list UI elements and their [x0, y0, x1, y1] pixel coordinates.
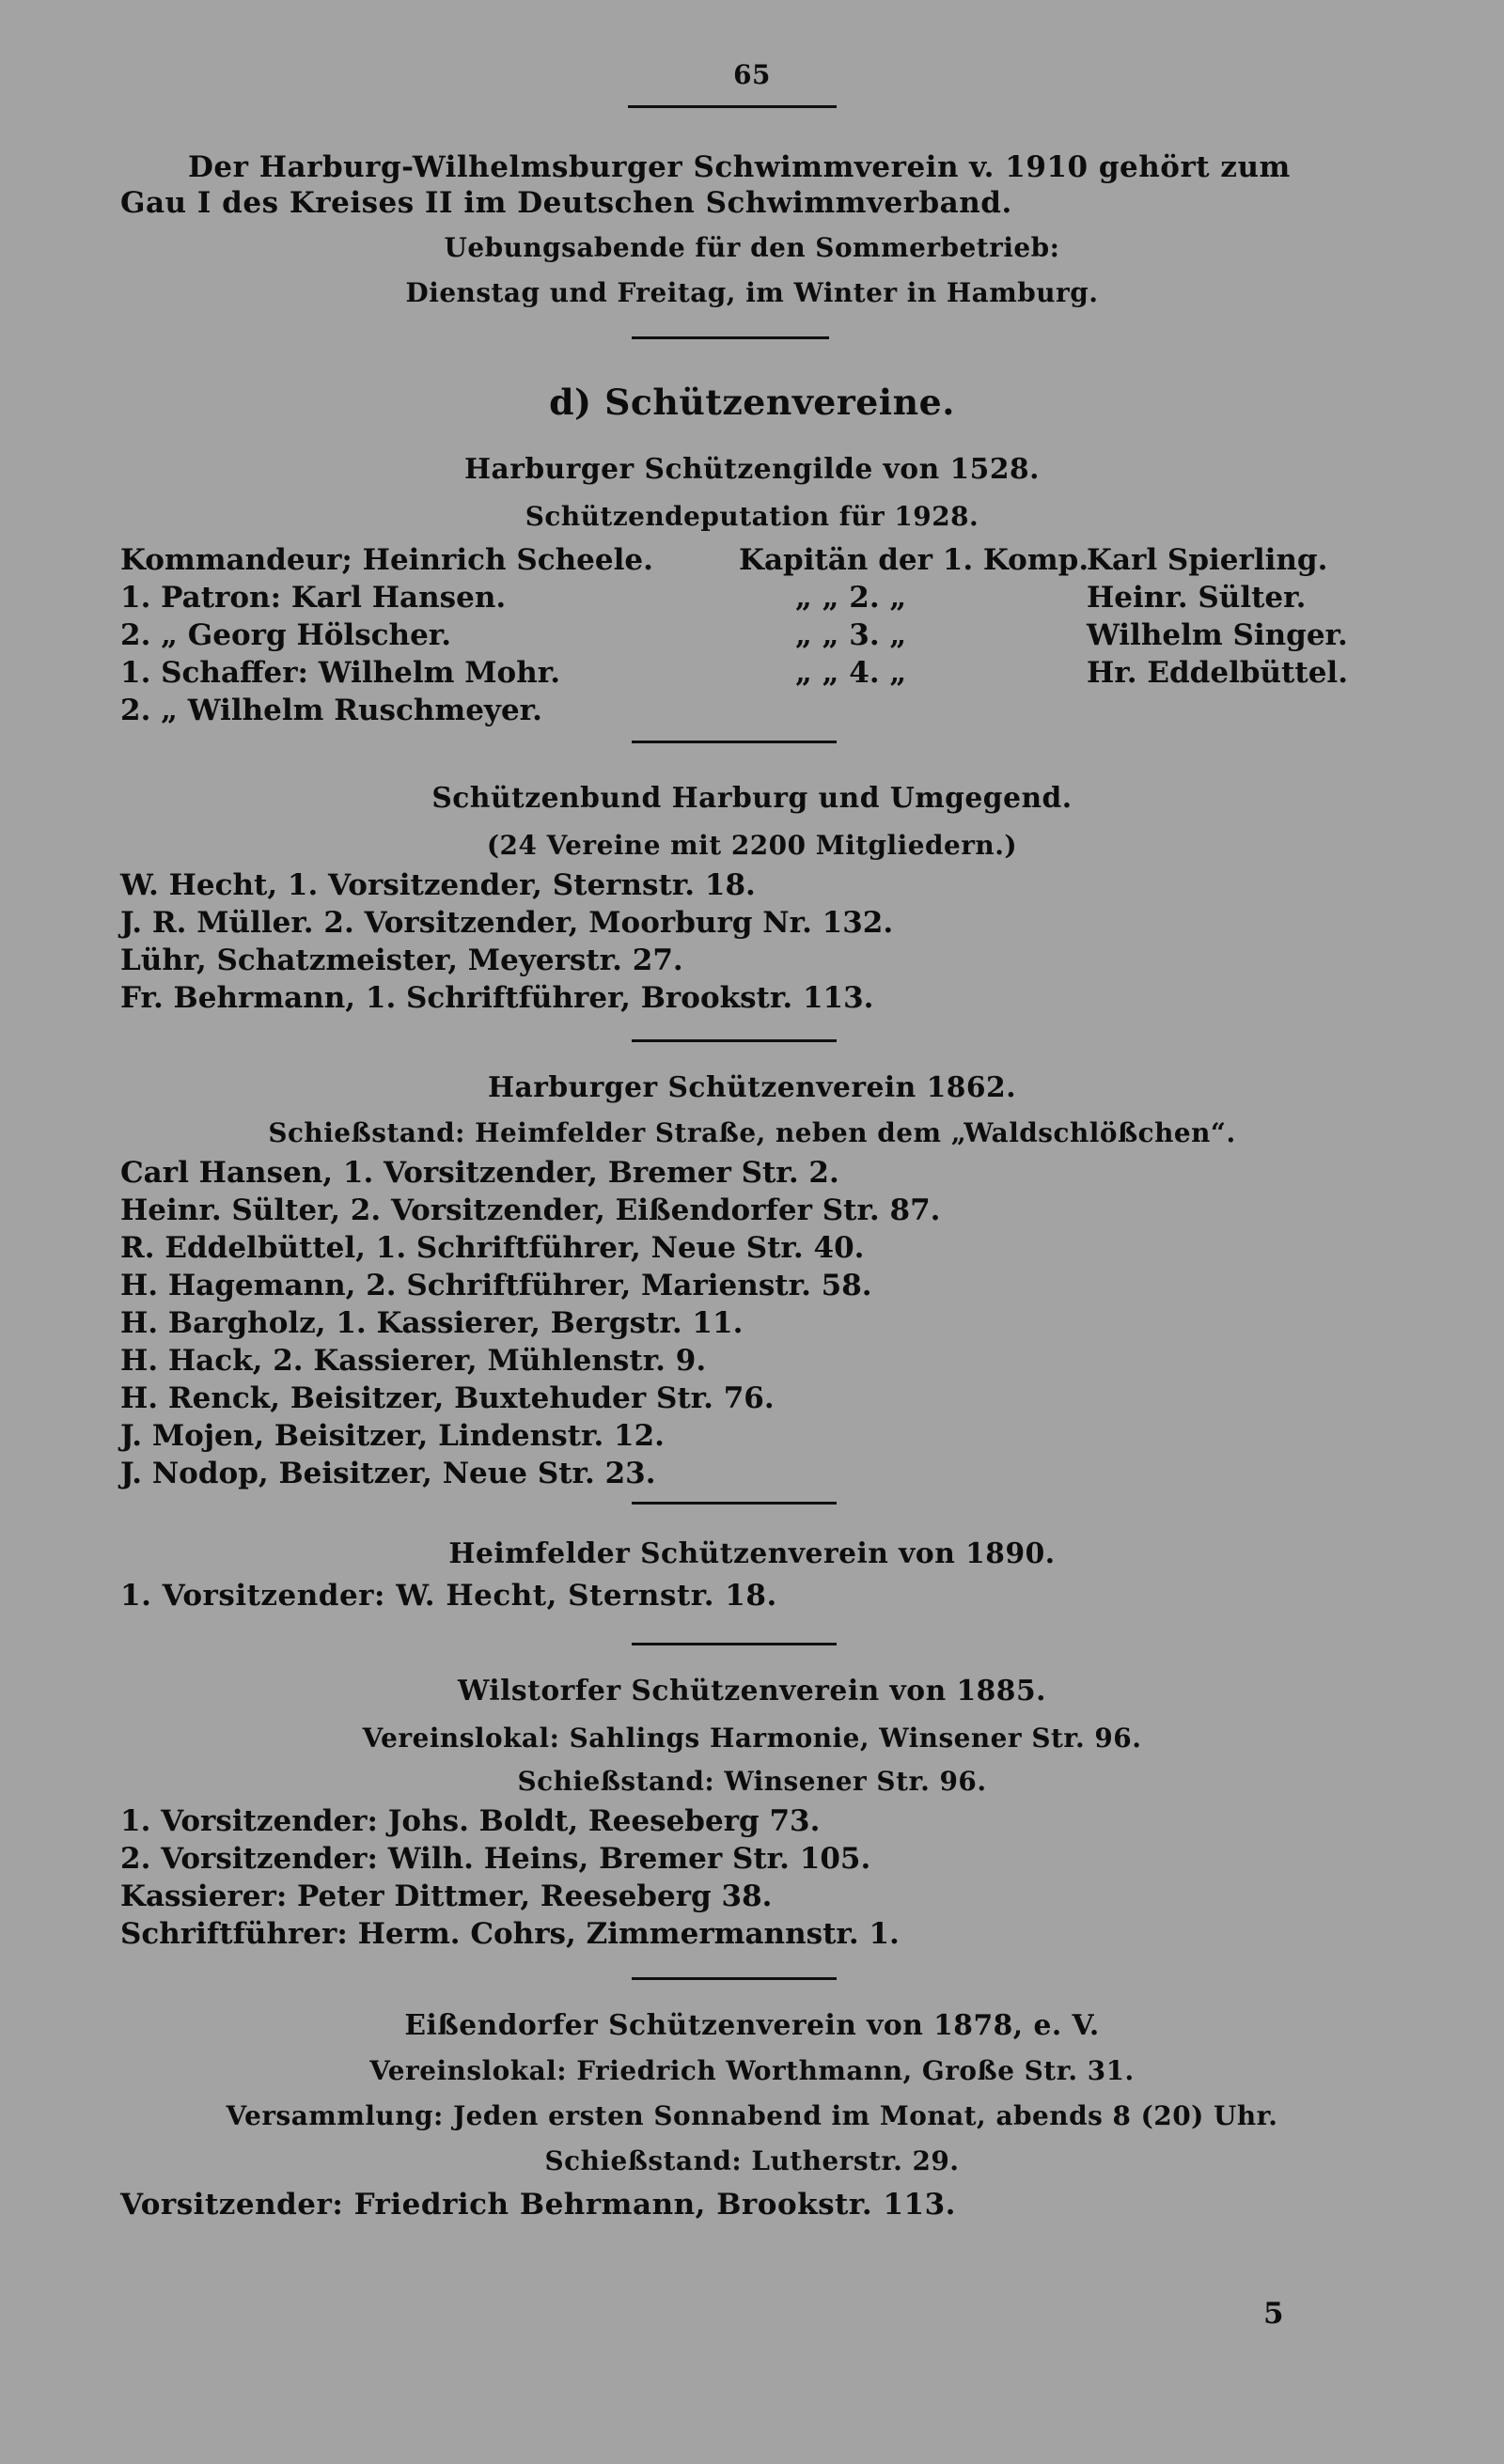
intro-line-1: Der Harburg-Wilhelmsburger Schwimmverein v. 1910 gehört zum — [188, 150, 1291, 184]
v1862-line: J. Nodop, Beisitzer, Neue Str. 23. — [120, 1457, 656, 1490]
v1862-title: Harburger Schützenverein 1862. — [487, 1071, 1017, 1104]
v1862-line: J. Mojen, Beisitzer, Lindenstr. 12. — [120, 1419, 665, 1453]
header-rule — [628, 105, 837, 108]
v1862-line: R. Eddelbüttel, 1. Schriftführer, Neue Str. 40. — [120, 1231, 865, 1265]
gilde-left-line: 1. Patron: Karl Hansen. — [120, 581, 507, 615]
v1885-line: Schriftführer: Herm. Cohrs, Zimmermannstr. 1. — [120, 1917, 900, 1951]
v1885-title: Wilstorfer Schützenverein von 1885. — [458, 1675, 1046, 1708]
v1885-stand: Schießstand: Winsener Str. 96. — [517, 1766, 987, 1797]
divider — [632, 741, 837, 743]
bund-subtitle: (24 Vereine mit 2200 Mitgliedern.) — [486, 830, 1018, 861]
v1885-line: 1. Vorsitzender: Johs. Boldt, Reeseberg 73. — [120, 1804, 821, 1838]
bund-list — [120, 866, 893, 1017]
v1878-stand: Schießstand: Lutherstr. 29. — [544, 2145, 960, 2176]
v1862-line: H. Hagemann, 2. Schriftführer, Marienstr. 58. — [120, 1269, 872, 1302]
v1862-line: H. Hack, 2. Kassierer, Mühlenstr. 9. — [120, 1344, 707, 1378]
section-title: d) Schützenvereine. — [549, 382, 955, 423]
gilde-name-column — [1087, 541, 1348, 692]
gilde-title: Harburger Schützengilde von 1528. — [464, 453, 1040, 486]
gilde-name-line: Karl Spierling. — [1087, 543, 1328, 577]
bund-line: Lühr, Schatzmeister, Meyerstr. 27. — [120, 943, 683, 977]
v1862-line: Carl Hansen, 1. Vorsitzender, Bremer Str. 2. — [120, 1156, 839, 1190]
intro-line-4: Dienstag und Freitag, im Winter in Hamburg. — [405, 277, 1099, 308]
v1878-versammlung: Versammlung: Jeden ersten Sonnabend im Monat, abends 8 (20) Uhr. — [226, 2100, 1278, 2131]
gilde-rank-line: „ „ 3. „ — [795, 618, 907, 652]
intro-line-3: Uebungsabende für den Sommerbetrieb: — [444, 232, 1060, 263]
v1885-line: Kassierer: Peter Dittmer, Reeseberg 38. — [120, 1879, 773, 1913]
gilde-left-line: 2. „ Georg Hölscher. — [120, 618, 452, 652]
bund-title: Schützenbund Harburg und Umgegend. — [431, 782, 1073, 815]
gilde-rank-line: „ „ 2. „ — [795, 581, 907, 615]
v1862-line: H. Renck, Beisitzer, Buxtehuder Str. 76. — [120, 1381, 775, 1415]
gilde-rank-line: „ „ 4. „ — [795, 656, 907, 690]
divider — [632, 1643, 837, 1645]
gilde-name-line: Hr. Eddelbüttel. — [1087, 656, 1348, 690]
v1862-line: H. Bargholz, 1. Kassierer, Bergstr. 11. — [120, 1306, 744, 1340]
gilde-left-line: 2. „ Wilhelm Ruschmeyer. — [120, 694, 542, 727]
v1878-title: Eißendorfer Schützenverein von 1878, e. V. — [404, 2009, 1100, 2042]
intro-line-2: Gau I des Kreises II im Deutschen Schwimmverband. — [120, 186, 1012, 220]
v1862-line: Heinr. Sülter, 2. Vorsitzender, Eißendorfer Str. 87. — [120, 1193, 941, 1227]
signature-mark: 5 — [1263, 2297, 1285, 2331]
divider — [632, 1502, 837, 1505]
bund-line: J. R. Müller. 2. Vorsitzender, Moorburg Nr. 132. — [120, 906, 894, 940]
gilde-left-column — [120, 541, 653, 729]
v1885-lokal: Vereinslokal: Sahlings Harmonie, Winsener Str. 96. — [362, 1723, 1142, 1754]
gilde-rank-line: Kapitän der 1. Komp. — [739, 543, 1089, 577]
gilde-name-line: Heinr. Sülter. — [1087, 581, 1307, 615]
bund-line: W. Hecht, 1. Vorsitzender, Sternstr. 18. — [120, 868, 756, 902]
bund-line: Fr. Behrmann, 1. Schriftführer, Brookstr. 113. — [120, 981, 874, 1015]
v1885-line: 2. Vorsitzender: Wilh. Heins, Bremer Str. 105. — [120, 1842, 871, 1876]
v1890-title: Heimfelder Schützenverein von 1890. — [448, 1537, 1056, 1570]
divider — [632, 1039, 837, 1042]
v1862-subtitle: Schießstand: Heimfelder Straße, neben dem „Waldschlößchen“. — [268, 1117, 1236, 1148]
v1890-line: 1. Vorsitzender: W. Hecht, Sternstr. 18. — [120, 1579, 777, 1613]
gilde-rank-column — [739, 541, 1089, 692]
gilde-left-line: 1. Schaffer: Wilhelm Mohr. — [120, 656, 561, 690]
v1878-vorsitzender: Vorsitzender: Friedrich Behrmann, Brookstr. 113. — [120, 2188, 956, 2222]
v1885-list — [120, 1802, 900, 1953]
v1862-list — [120, 1154, 940, 1492]
divider — [632, 336, 829, 339]
page-number: 65 — [733, 59, 771, 90]
gilde-left-line: Kommandeur; Heinrich Scheele. — [120, 543, 653, 577]
divider — [632, 1977, 837, 1980]
v1878-lokal: Vereinslokal: Friedrich Worthmann, Große Str. 31. — [369, 2055, 1135, 2086]
gilde-name-line: Wilhelm Singer. — [1087, 618, 1348, 652]
gilde-subtitle: Schützendeputation für 1928. — [525, 501, 979, 532]
